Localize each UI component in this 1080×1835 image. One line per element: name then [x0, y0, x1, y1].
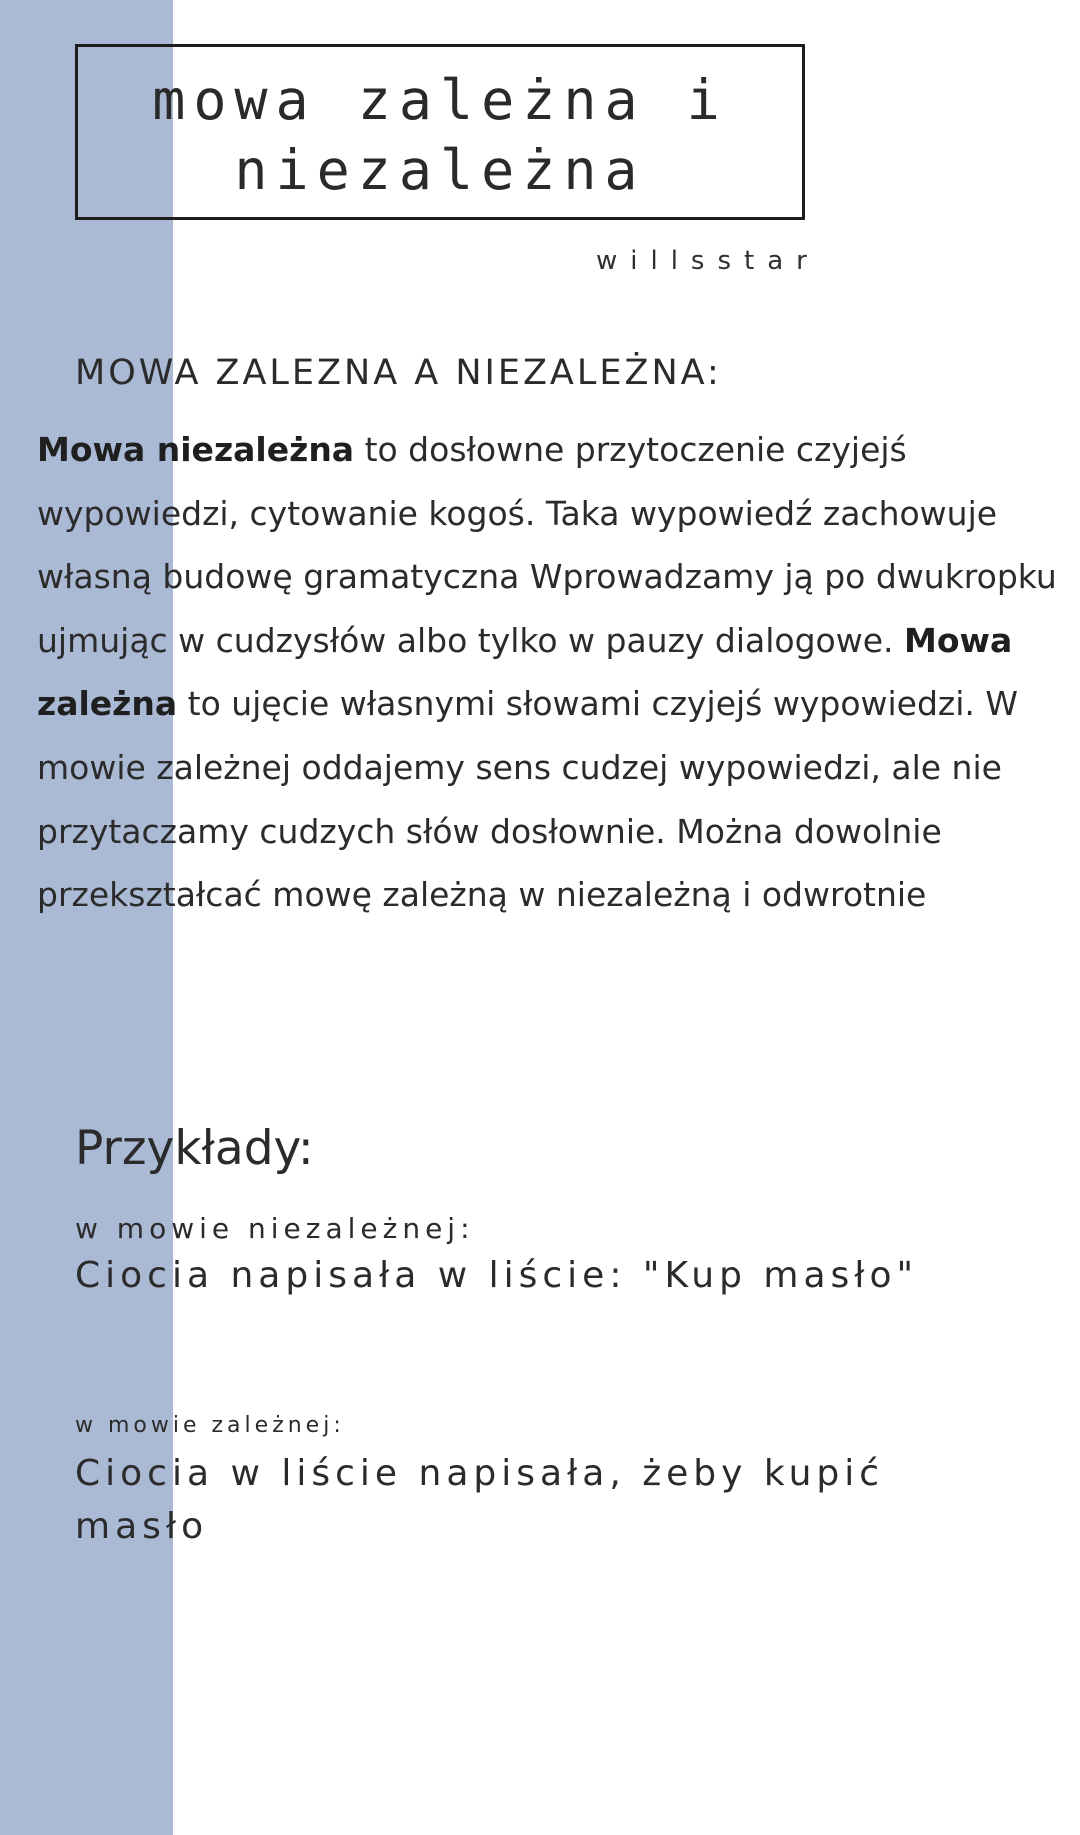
title-box: [75, 44, 805, 220]
example-dependent-text: Ciocia w liście napisała, żeby kupić masło: [75, 1453, 885, 1547]
definition-paragraph: [37, 418, 1057, 927]
term-independent-speech: Mowa niezależna: [37, 430, 355, 469]
term-dependent-speech: Mowa zależna: [37, 620, 1013, 724]
example-dependent-label: w mowie zależnej:: [75, 1413, 345, 1438]
page-title-line-2: niezależna: [234, 138, 646, 202]
examples-heading: Przykłady:: [75, 1121, 314, 1176]
example-independent-label: w mowie niezależnej:: [75, 1212, 475, 1245]
example-independent-text: Ciocia napisała w liście: "Kup masło": [75, 1255, 919, 1296]
definition-text-1: to dosłowne przytoczenie czyjejś wypowiedzi, cytowanie kogoś. Taka wypowiedź zachowuje własną budowę gramatyczna Wprowadzamy ją po dwukropku ujmując w cudzysłów albo tylko w pauzy dialogowe.: [37, 430, 1057, 660]
page-title-line-1: mowa zależna i: [152, 68, 728, 132]
definition-text-2: to ujęcie własnymi słowami czyjejś wypowiedzi. W mowie zależnej oddajemy sens cudzej wypowiedzi, ale nie przytaczamy cudzych słów dosłownie. Można dowolnie przekształcać mowę zależną w niezależną i odwrotnie: [37, 684, 1019, 915]
section-heading: MOWA ZALEZNA A NIEZALEŻNA:: [75, 353, 722, 393]
author-name: willsstar: [596, 246, 820, 276]
